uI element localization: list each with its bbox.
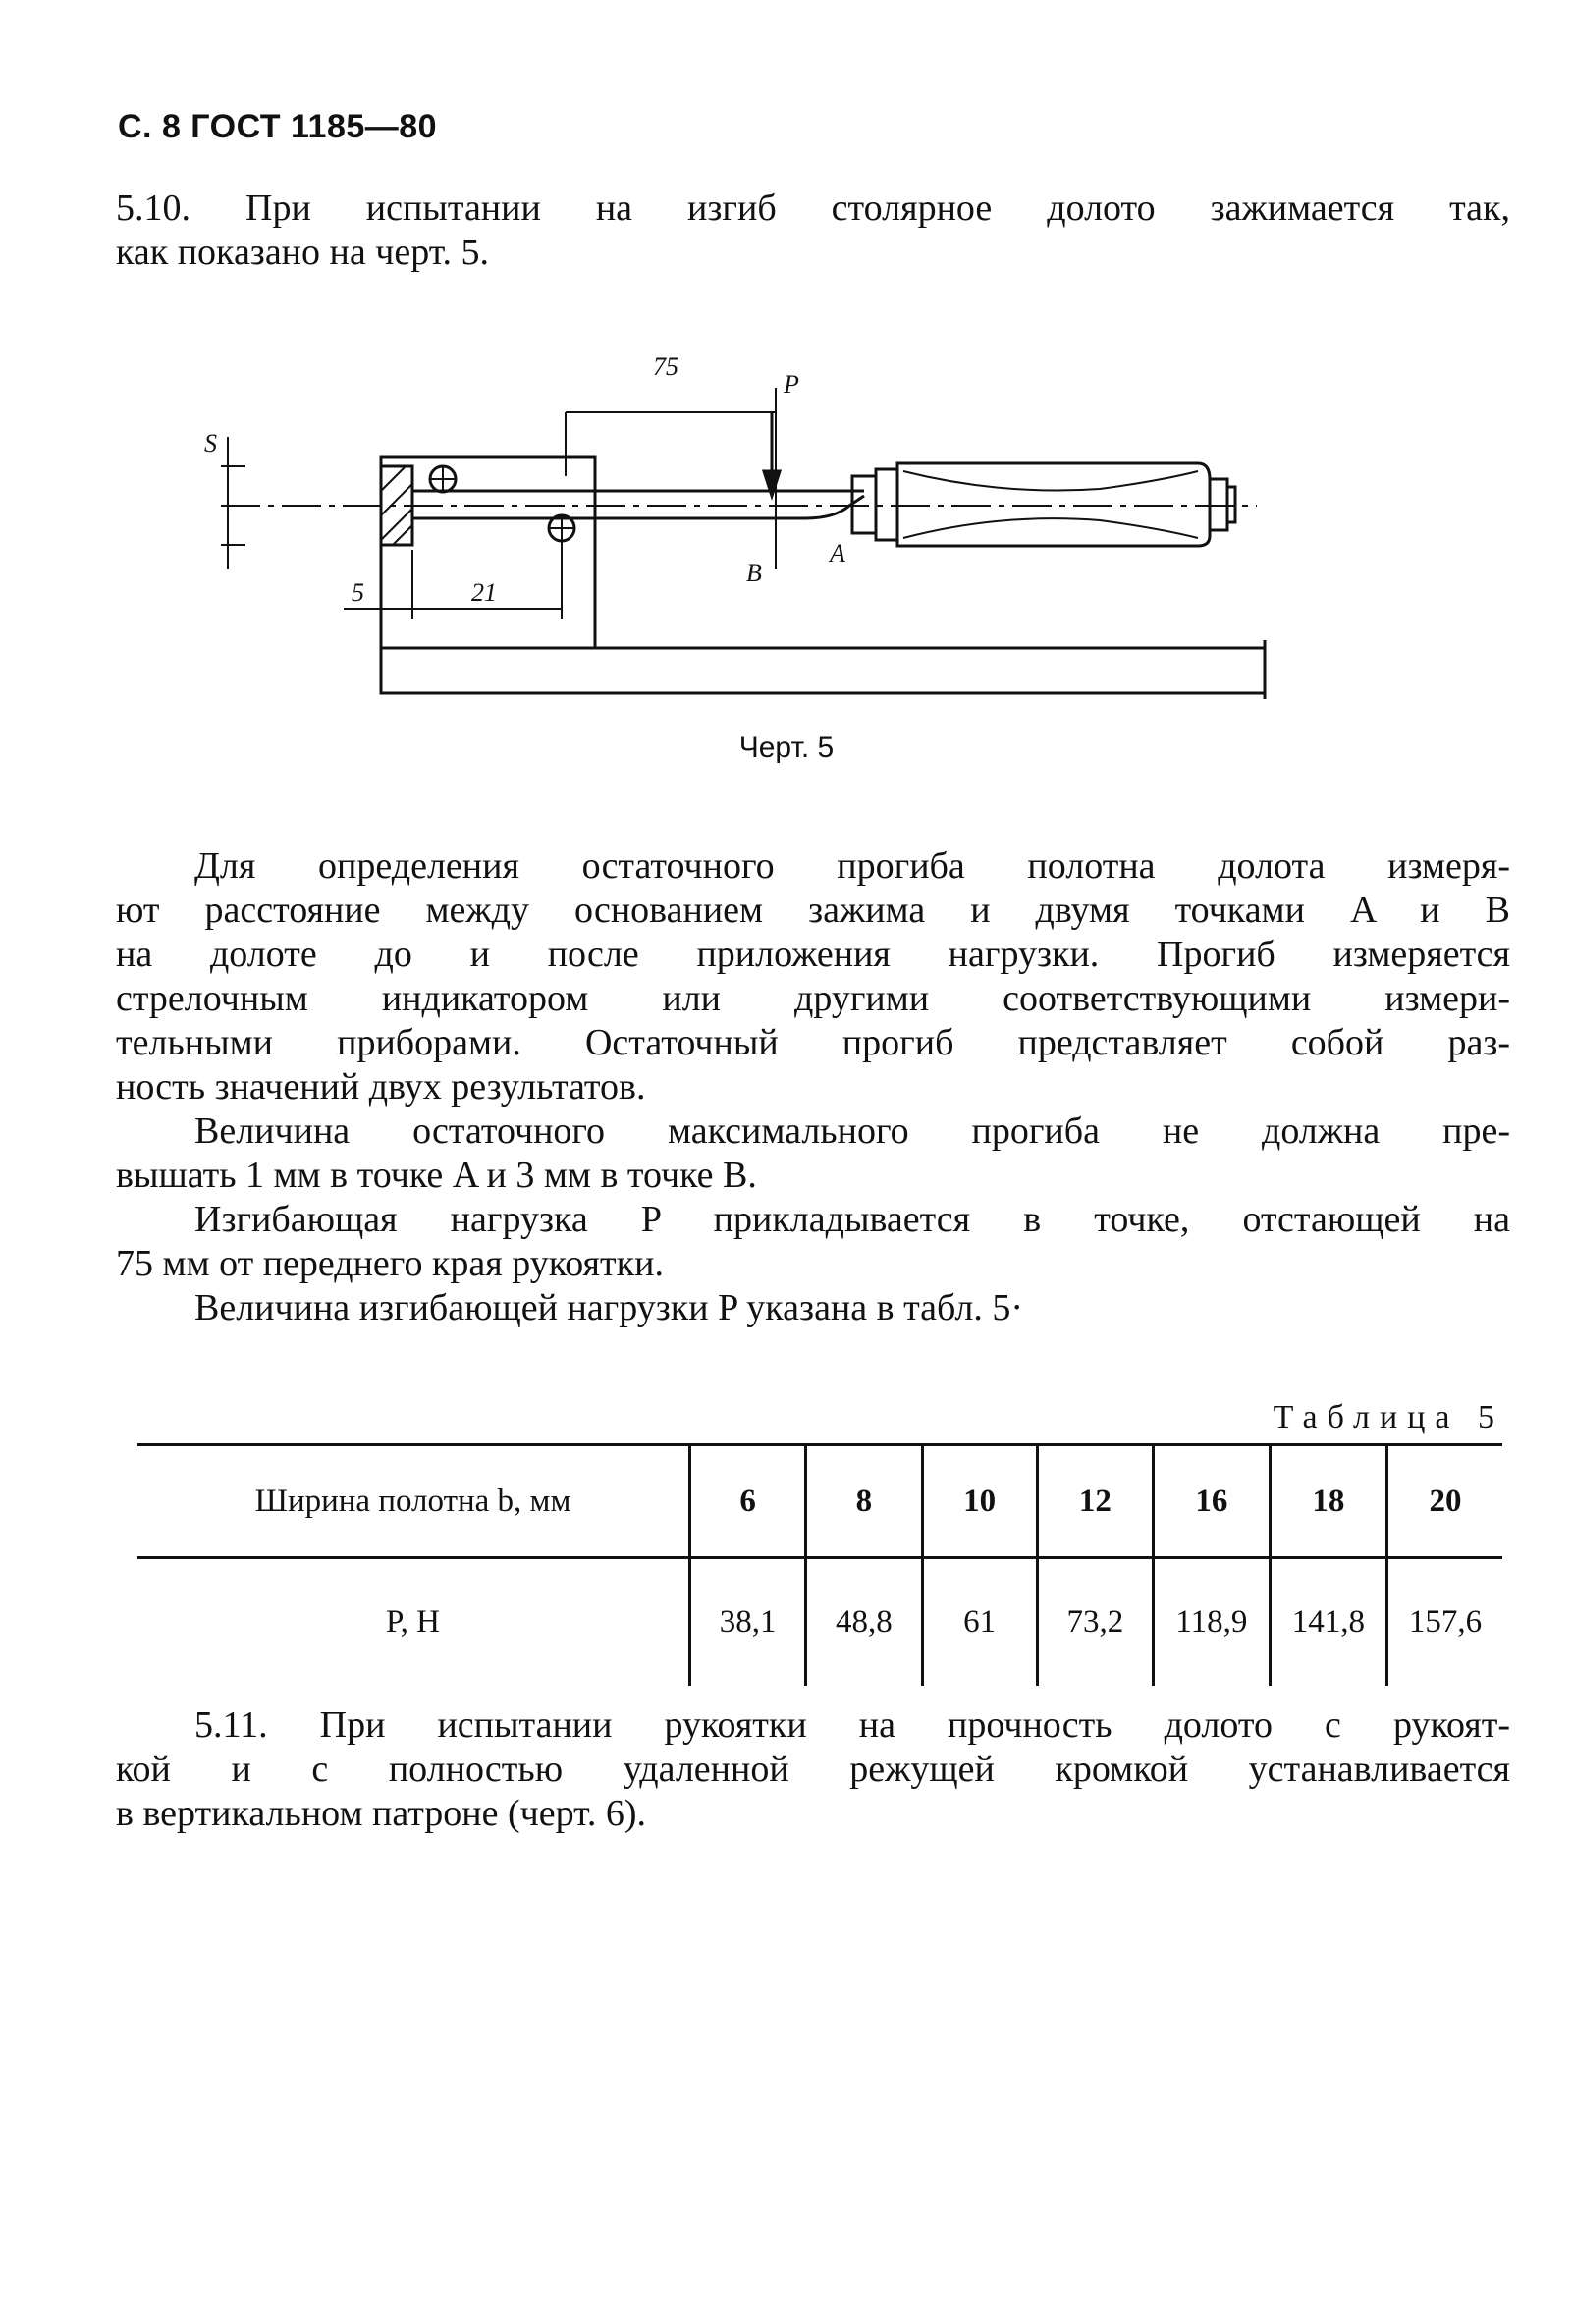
text-line: в вертикальном патроне (черт. 6). xyxy=(116,1793,647,1834)
paragraph-load xyxy=(116,1198,1510,1286)
text-line: на долоте до и после приложения нагрузки. Прогиб измеряется xyxy=(116,934,1510,975)
table-cell: 20 xyxy=(1386,1445,1502,1558)
table-cell: 10 xyxy=(922,1445,1037,1558)
dimension-5-label: 5 xyxy=(352,578,364,607)
dimension-75-label: 75 xyxy=(653,352,678,381)
load-table xyxy=(137,1443,1502,1686)
paragraph-5-10 xyxy=(116,187,1510,275)
dimension-s-label: S xyxy=(204,429,217,458)
table-cell: 73,2 xyxy=(1037,1558,1153,1686)
table-cell: 8 xyxy=(806,1445,922,1558)
table-cell: 48,8 xyxy=(806,1558,922,1686)
base-plate xyxy=(381,648,1265,693)
text-line: стрелочным индикатором или другими соответствующими измери- xyxy=(116,978,1510,1019)
paragraph-5-11 xyxy=(116,1703,1510,1836)
table-cell: 118,9 xyxy=(1153,1558,1270,1686)
paragraph-measurement xyxy=(116,844,1510,1109)
text-line: тельными приборами. Остаточный прогиб представляет собой раз- xyxy=(116,1022,1510,1063)
point-a-label: A xyxy=(830,539,845,567)
load-row-label: P, Н xyxy=(385,1603,441,1640)
table-cell: 18 xyxy=(1270,1445,1386,1558)
page-header: С. 8 ГОСТ 1185—80 xyxy=(118,108,438,145)
paragraph-max-deflection xyxy=(116,1109,1510,1198)
table-cell: 157,6 xyxy=(1386,1558,1502,1686)
text-line: 75 мм от переднего края рукоятки. xyxy=(116,1243,664,1284)
table-row xyxy=(137,1445,1502,1558)
point-b-label: B xyxy=(746,559,762,587)
paragraph-table-reference xyxy=(116,1286,1510,1330)
figure-caption: Черт. 5 xyxy=(738,731,835,764)
text-line: Величина изгибающей нагрузки P указана в табл. 5· xyxy=(194,1287,1024,1328)
text-line: Для определения остаточного прогиба полотна долота измеря- xyxy=(194,845,1510,887)
dimension-21-label: 21 xyxy=(471,578,497,607)
table-cell: 38,1 xyxy=(690,1558,806,1686)
table-cell: 61 xyxy=(922,1558,1037,1686)
text-line: вышать 1 мм в точке A и 3 мм в точке B. xyxy=(116,1155,757,1196)
width-row-label: Ширина полотна b, мм xyxy=(254,1483,571,1519)
table-cell: 16 xyxy=(1153,1445,1270,1558)
table-cell: 12 xyxy=(1037,1445,1153,1558)
figure-5-drawing xyxy=(204,334,1296,707)
text-line: Величина остаточного максимального прогиба не должна пре- xyxy=(194,1110,1510,1152)
text-line: Изгибающая нагрузка P прикладывается в точке, отстающей на xyxy=(194,1199,1510,1240)
table-title: Таблица 5 xyxy=(1273,1399,1504,1435)
text-line: ют расстояние между основанием зажима и двумя точками A и B xyxy=(116,890,1510,931)
table-cell: 141,8 xyxy=(1270,1558,1386,1686)
text-line: 5.11. При испытании рукоятки на прочность долото с рукоят- xyxy=(194,1704,1510,1746)
text-line: ность значений двух результатов. xyxy=(116,1066,646,1108)
text-line: 5.10. При испытании на изгиб столярное долото зажимается так, xyxy=(116,188,1510,229)
text-line: как показано на черт. 5. xyxy=(116,232,489,273)
table-row xyxy=(137,1558,1502,1686)
load-p-label: P xyxy=(784,370,799,399)
table-cell: 6 xyxy=(690,1445,806,1558)
text-line: кой и с полностью удаленной режущей кромкой устанавливается xyxy=(116,1749,1510,1790)
